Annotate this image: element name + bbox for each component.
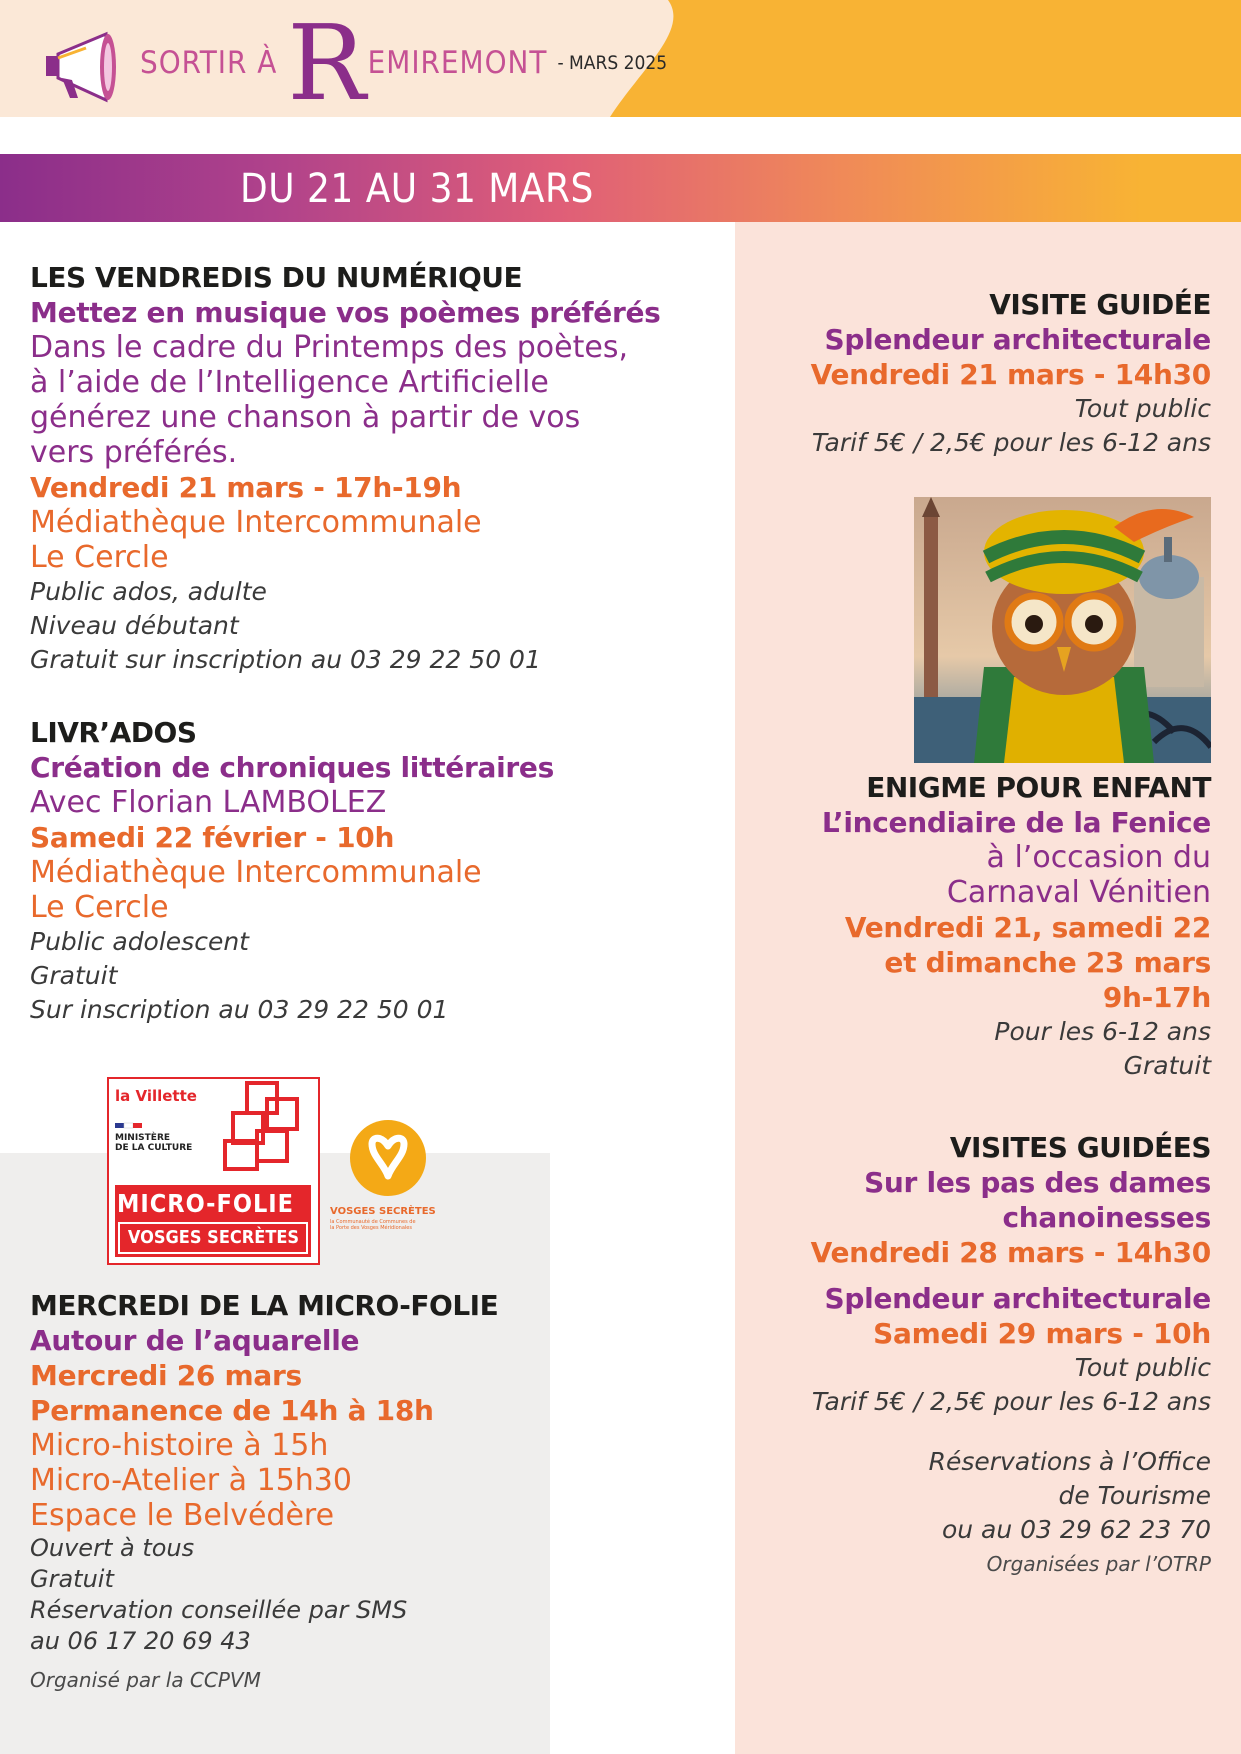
event-numerique	[30, 260, 661, 677]
event-visite-guidee	[811, 287, 1211, 460]
event-date: Vendredi 28 mars - 14h30	[810, 1236, 1211, 1269]
vs-line: la Porte des Vosges Méridionales	[330, 1225, 412, 1231]
vosges-heart-icon	[330, 1120, 450, 1200]
event-enigme	[822, 770, 1211, 1083]
owl-carnival-illustration	[914, 497, 1211, 763]
event-visites-guidees	[811, 1130, 1211, 1577]
event-info: Tout public	[1074, 394, 1211, 423]
event-organizer: Organisées par l’OTRP	[986, 1552, 1211, 1576]
event-info: Pour les 6-12 ans	[994, 1017, 1211, 1046]
event-info: au 06 17 20 69 43	[30, 1627, 251, 1655]
event-place: Le Cercle	[30, 890, 169, 925]
vs-line: la Communauté de Communes de	[330, 1219, 416, 1225]
event-heading: VISITE GUIDÉE	[989, 288, 1211, 321]
date-banner	[0, 154, 1241, 222]
event-info: Sur inscription au 03 29 22 50 01	[30, 995, 449, 1024]
ministere-text: DE LA CULTURE	[115, 1143, 193, 1153]
event-microfolie	[30, 1288, 498, 1693]
event-heading: LES VENDREDIS DU NUMÉRIQUE	[30, 261, 523, 294]
event-info: Réservation conseillée par SMS	[30, 1596, 408, 1624]
event-place: Le Cercle	[30, 540, 169, 575]
event-place: Micro-Atelier à 15h30	[30, 1463, 352, 1498]
reservation-info: de Tourisme	[1058, 1481, 1211, 1510]
event-place: Espace le Belvédère	[30, 1498, 335, 1533]
event-info: Tarif 5€ / 2,5€ pour les 6-12 ans	[811, 1387, 1211, 1416]
event-info: Tarif 5€ / 2,5€ pour les 6-12 ans	[811, 428, 1211, 457]
reservation-phone: ou au 03 29 62 23 70	[941, 1515, 1211, 1544]
event-place: Médiathèque Intercommunale	[30, 855, 482, 890]
event-subtitle: Création de chroniques littéraires	[30, 751, 554, 784]
micro-folie-logo	[107, 1077, 320, 1265]
title-town: EMIREMONT	[367, 45, 548, 81]
event-info: Gratuit	[30, 961, 118, 990]
ministere-text: MINISTÈRE	[115, 1133, 171, 1143]
event-subtitle: Sur les pas des dames	[864, 1166, 1211, 1199]
event-heading: LIVR’ADOS	[30, 716, 197, 749]
event-info: Ouvert à tous	[30, 1534, 195, 1562]
event-subtitle: Mettez en musique vos poèmes préférés	[30, 296, 661, 329]
event-subtitle: Splendeur architecturale	[824, 323, 1211, 356]
event-subtitle: Autour de l’aquarelle	[30, 1324, 360, 1357]
event-date: Vendredi 21 mars - 17h-19h	[30, 471, 462, 504]
event-info: Tout public	[1074, 1353, 1211, 1382]
event-description: à l’aide de l’Intelligence Artificielle	[30, 365, 549, 400]
banner-title: DU 21 AU 31 MARS	[240, 166, 594, 212]
event-description: Avec Florian LAMBOLEZ	[30, 785, 387, 820]
event-description: à l’occasion du	[986, 840, 1211, 875]
megaphone-icon	[36, 18, 126, 108]
vosges-text: VOSGES SECRÈTES	[127, 1227, 300, 1248]
event-place: Micro-histoire à 15h	[30, 1428, 329, 1463]
event-description: vers préférés.	[30, 435, 238, 470]
event-date: Vendredi 21 mars - 14h30	[810, 358, 1211, 391]
event-description: Carnaval Vénitien	[946, 875, 1211, 910]
event-heading: VISITES GUIDÉES	[949, 1131, 1211, 1164]
event-info: Gratuit	[1123, 1051, 1211, 1080]
title-date: - MARS 2025	[557, 52, 668, 74]
event-organizer: Organisé par la CCPVM	[30, 1668, 261, 1692]
event-subtitle: Splendeur architecturale	[824, 1282, 1211, 1315]
event-description: Dans le cadre du Printemps des poètes,	[30, 330, 628, 365]
microfolie-text: MICRO-FOLIE	[117, 1189, 295, 1218]
event-date: Samedi 29 mars - 10h	[873, 1317, 1211, 1350]
event-heading: MERCREDI DE LA MICRO-FOLIE	[30, 1289, 499, 1322]
event-date: et dimanche 23 mars	[884, 946, 1211, 979]
reservation-info: Réservations à l’Office	[928, 1447, 1211, 1476]
lavillette-text: la Villette	[115, 1087, 197, 1105]
event-info: Gratuit	[30, 1565, 114, 1593]
vs-title: VOSGES SECRÈTES	[330, 1206, 436, 1217]
event-date: Mercredi 26 mars	[30, 1359, 302, 1392]
event-livrados	[30, 715, 554, 1027]
vosges-secretes-logo	[330, 1120, 450, 1240]
event-subtitle: chanoinesses	[1002, 1201, 1211, 1234]
event-date: Permanence de 14h à 18h	[30, 1394, 434, 1427]
event-date: 9h-17h	[1102, 981, 1211, 1014]
event-heading: ENIGME POUR ENFANT	[866, 771, 1211, 804]
event-info: Gratuit sur inscription au 03 29 22 50 01	[30, 645, 541, 674]
event-info: Public ados, adulte	[30, 577, 267, 606]
event-place: Médiathèque Intercommunale	[30, 505, 482, 540]
title-initial: R	[287, 2, 366, 124]
event-description: générez une chanson à partir de vos	[30, 400, 581, 435]
event-date: Vendredi 21, samedi 22	[844, 911, 1211, 944]
event-date: Samedi 22 février - 10h	[30, 821, 395, 854]
event-info: Public adolescent	[30, 927, 249, 956]
site-title	[140, 2, 668, 124]
title-sortir: SORTIR À	[140, 45, 278, 81]
event-info: Niveau débutant	[30, 611, 239, 640]
event-subtitle: L’incendiaire de la Fenice	[821, 806, 1211, 839]
